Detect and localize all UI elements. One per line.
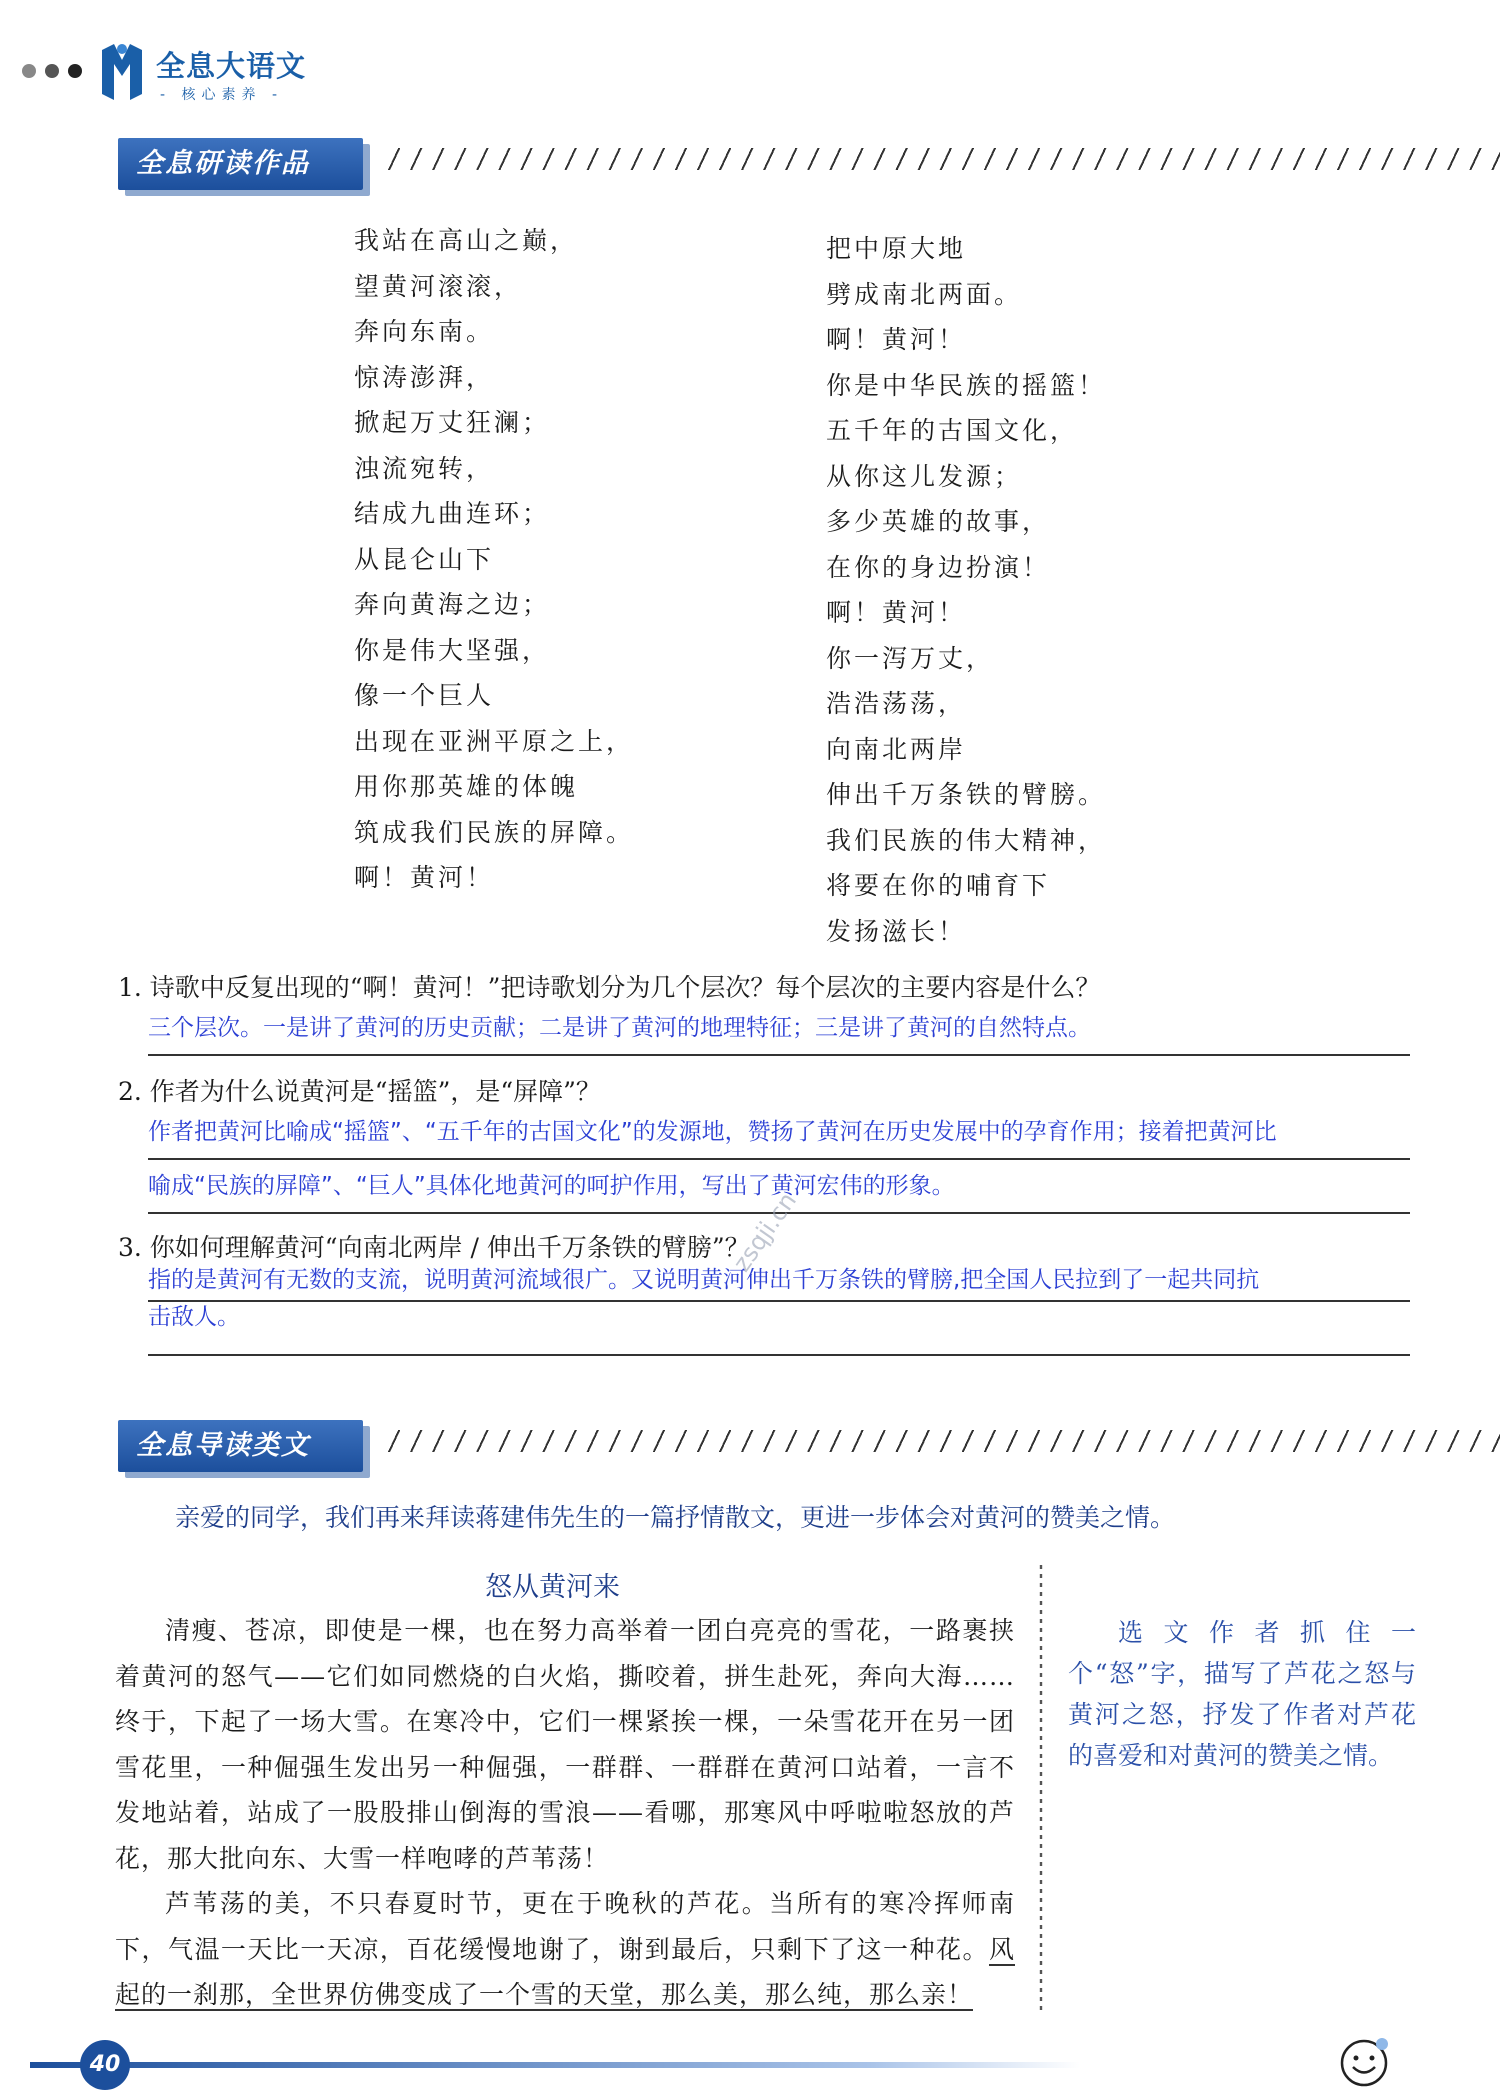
- poem-line: 像一个巨人: [354, 681, 495, 710]
- poem-line: 劈成南北两面。: [826, 279, 1023, 309]
- poem-line: 望黄河滚滚，: [354, 271, 523, 301]
- poem-line: 用你那英雄的体魄: [354, 772, 579, 801]
- section-header-guided-reading: [118, 1420, 1500, 1478]
- poem-line: 从你这儿发源；: [826, 461, 1023, 491]
- brand-subtitle: - 核心素养 -: [160, 87, 284, 103]
- dot-icon: [68, 64, 82, 78]
- poem-line: 啊！黄河！: [826, 325, 967, 354]
- poem-line: 浩浩荡荡，: [826, 689, 967, 718]
- poem-line: 筑成我们民族的屏障。: [354, 817, 635, 847]
- poem-line: 我们民族的伟大精神，: [826, 825, 1107, 855]
- poem-line: 你是伟大坚强，: [354, 635, 551, 665]
- answer-1: [148, 1002, 1410, 1056]
- answer-line: 作者把黄河比喻成“摇篮”、“五千年的古国文化”的发源地，赞扬了黄河在历史发展中的孕育作用；接着把黄河比: [148, 1106, 1410, 1160]
- poem-line: 啊！黄河！: [354, 863, 495, 892]
- question-2: 2. 作者为什么说黄河是“摇篮”，是“屏障”？: [118, 1077, 601, 1106]
- essay-paragraph-2: [115, 1881, 1015, 2018]
- answer-3: [148, 1260, 1410, 1356]
- poem-line: 把中原大地: [826, 234, 967, 263]
- poem-line: 从昆仑山下: [354, 544, 495, 574]
- poem-line: 出现在亚洲平原之上，: [354, 726, 635, 756]
- poem-line: 浊流宛转，: [354, 453, 495, 483]
- poem-line: 我站在高山之巅，: [354, 226, 579, 255]
- poem-line: 奔向黄海之边；: [354, 590, 551, 619]
- essay-text: 芦苇荡的美，不只春夏时节，更在于晚秋的芦花。当所有的寒冷挥师南下，气温一天比一天凉，百花缓慢地谢了，谢到最后，只剩下了这一种花。: [115, 1889, 1015, 1964]
- answer-line: 指的是黄河有无数的支流，说明黄河流域很广。又说明黄河伸出千万条铁的臂膀,把全国人民拉到了一起共同抗: [148, 1260, 1410, 1302]
- section-title: 全息导读类文: [118, 1420, 363, 1472]
- question-1: 1. 诗歌中反复出现的“啊！黄河！”把诗歌划分为几个层次？每个层次的主要内容是什么？: [118, 973, 1101, 1002]
- poem-line: 伸出千万条铁的臂膀。: [826, 780, 1107, 809]
- answer-line: 喻成“民族的屏障”、“巨人”具体化地黄河的呵护作用，写出了黄河宏伟的形象。: [148, 1160, 1410, 1214]
- poem-line: 向南北两岸: [826, 734, 967, 764]
- section-header-reading: [118, 138, 1500, 196]
- brand-title: 全息大语文: [156, 49, 307, 83]
- watermark: zsqji.cn: [727, 1187, 803, 1277]
- poem-line: 多少英雄的故事，: [826, 507, 1051, 536]
- poem-line: 奔向东南。: [354, 317, 495, 346]
- poem-line: 掀起万丈狂澜；: [354, 408, 551, 437]
- intro-text: 亲爱的同学，我们再来拜读蒋建伟先生的一篇抒情散文，更进一步体会对黄河的赞美之情。: [175, 1503, 1176, 1532]
- underlined-sentence: 风起的一刹那，全世界仿佛变成了一个雪的天堂，那么美，那么纯，那么亲！: [115, 1934, 1015, 2009]
- poem-line: 啊！黄河！: [826, 598, 967, 627]
- dot-icon: [22, 64, 36, 78]
- question-3: 3. 你如何理解黄河“向南北两岸 / 伸出千万条铁的臂膀”？: [118, 1233, 750, 1262]
- poem-line: 在你的身边扮演！: [826, 552, 1051, 582]
- poem-right-column: [826, 226, 1106, 954]
- poem-line: 将要在你的哺育下: [826, 871, 1051, 900]
- essay-body: [115, 1608, 1015, 2018]
- poem-line: 发扬滋长！: [826, 916, 967, 946]
- header-dots: [22, 64, 82, 78]
- side-note: 选文作者抓住一个“怒”字，描写了芦花之怒与黄河之怒，抒发了作者对芦花的喜爱和对黄河的赞美之情。: [1068, 1618, 1416, 1770]
- slash-decoration: [386, 1430, 1500, 1452]
- page-number: 40: [80, 2040, 130, 2090]
- slash-decoration: [386, 148, 1500, 170]
- poem-line: 你是中华民族的摇篮！: [826, 370, 1107, 400]
- answer-line: 三个层次。一是讲了黄河的历史贡献；二是讲了黄河的地理特征；三是讲了黄河的自然特点。: [148, 1002, 1410, 1056]
- poem-line: 你一泻万丈，: [826, 643, 995, 673]
- poem-left-column: [354, 218, 634, 901]
- brand-logo-icon: [98, 42, 146, 102]
- dot-icon: [45, 64, 59, 78]
- dotted-divider: [1035, 1565, 1047, 2010]
- footer-bar: [30, 2062, 1080, 2068]
- answer-line: 击敌人。: [148, 1302, 1410, 1356]
- poem-line: 五千年的古国文化，: [826, 416, 1079, 445]
- essay-title: 怒从黄河来: [485, 1572, 620, 1603]
- essay-paragraph-1: 清瘦、苍凉，即使是一棵，也在努力高举着一团白亮亮的雪花，一路裹挟着黄河的怒气——它们如同燃烧的白火焰，撕咬着，拼生赴死，奔向大海……终于，下起了一场大雪。在寒冷中，它们一棵紧挨一棵，一朵雪花开在另一团雪花里，一种倔强生发出另一种倔强，一群群、一群群在黄河口站着，一言不发地站着，站成了一股股排山倒海的雪浪——看哪，那寒风中呼啦啦怒放的芦花，那大批向东、大雪一样咆哮的芦苇荡！: [115, 1616, 1015, 1873]
- section-title: 全息研读作品: [118, 138, 363, 190]
- smiley-icon: [1338, 2036, 1390, 2088]
- poem-line: 惊涛澎湃，: [354, 362, 495, 392]
- poem-line: 结成九曲连环；: [354, 499, 551, 528]
